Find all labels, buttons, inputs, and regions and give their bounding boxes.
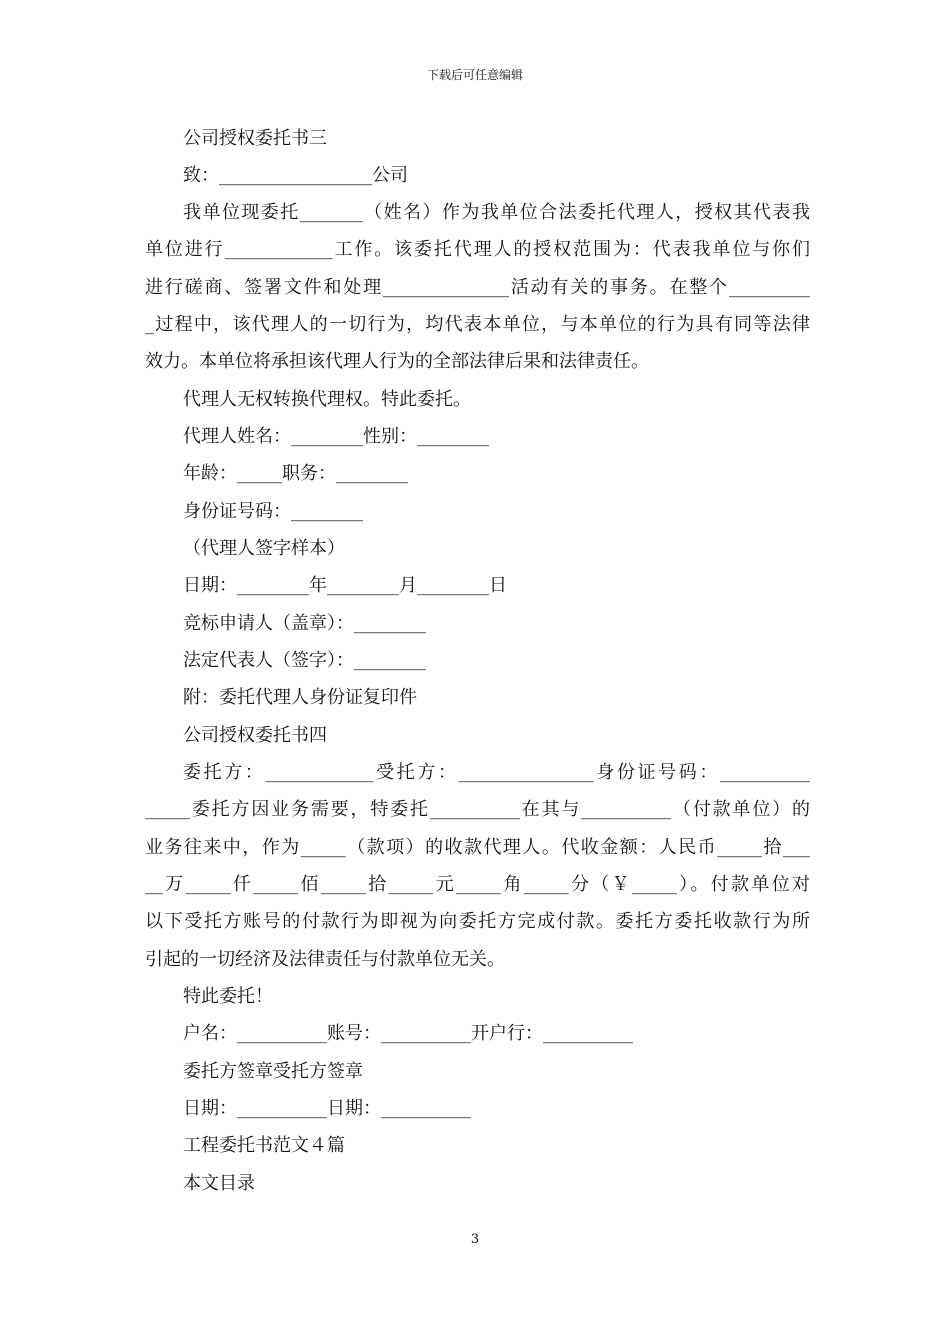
paragraph-line: 效力。本单位将承担该代理人行为的全部法律后果和法律责任。 (145, 351, 649, 372)
form-field-line: 户名：__________账号：__________开户行：__________ (183, 1023, 633, 1044)
paragraph-line: __万_____仟_____佰_____拾_____元_____角_____分（￥_____）。付款单位对 (145, 874, 810, 895)
page-header: 下载后可任意编辑 (426, 68, 523, 82)
paragraph-line: 委托方：____________受托方：_______________身份证号码：__________ (183, 762, 810, 783)
addressee-line: 致：_________________公司 (183, 165, 408, 186)
paragraph-line: 以下受托方账号的付款行为即视为向委托方完成付款。委托方委托收款行为所 (145, 911, 810, 932)
form-field-line: 竞标申请人（盖章）：________ (183, 613, 426, 634)
toc-heading: 本文目录 (183, 1173, 255, 1194)
paragraph-line: 单位进行____________工作。该委托代理人的授权范围为：代表我单位与你们 (145, 239, 810, 260)
signature-line: 委托方签章受托方签章 (183, 1061, 363, 1082)
form-field-line: 身份证号码：________ (183, 501, 363, 522)
signature-sample-line: （代理人签字样本） (183, 538, 345, 559)
paragraph-line: 特此委托！ (183, 986, 273, 1007)
form-field-line: 年龄：_____职务：________ (183, 463, 408, 484)
form-field-line: 法定代表人（签字）：________ (183, 650, 426, 671)
date-line: 日期：__________日期：__________ (183, 1098, 471, 1119)
paragraph-line: 进行磋商、签署文件和处理______________活动有关的事务。在整个_________ (145, 277, 810, 298)
section-title: 工程委托书范文４篇 (183, 1135, 345, 1156)
paragraph-line: 业务往来中，作为_____（款项）的收款代理人。代收金额：人民币_____拾___ (145, 837, 810, 858)
section-title: 公司授权委托书三 (183, 128, 327, 149)
form-field-line: 代理人姓名：________性别：________ (183, 426, 489, 447)
paragraph-line: 引起的一切经济及法律责任与付款单位无关。 (145, 949, 505, 970)
paragraph-line: _____委托方因业务需要，特委托__________在其与__________（付款单位）的 (145, 799, 810, 820)
paragraph-line: 我单位现委托_______（姓名）作为我单位合法委托代理人，授权其代表我 (183, 202, 810, 223)
page-number: 3 (470, 1232, 480, 1247)
section-title: 公司授权委托书四 (183, 725, 327, 746)
date-line: 日期：________年________月________日 (183, 575, 507, 596)
paragraph-line: _过程中，该代理人的一切行为，均代表本单位，与本单位的行为具有同等法律 (145, 314, 810, 335)
attachment-line: 附：委托代理人身份证复印件 (183, 687, 417, 708)
paragraph-line: 代理人无权转换代理权。特此委托。 (183, 389, 471, 410)
